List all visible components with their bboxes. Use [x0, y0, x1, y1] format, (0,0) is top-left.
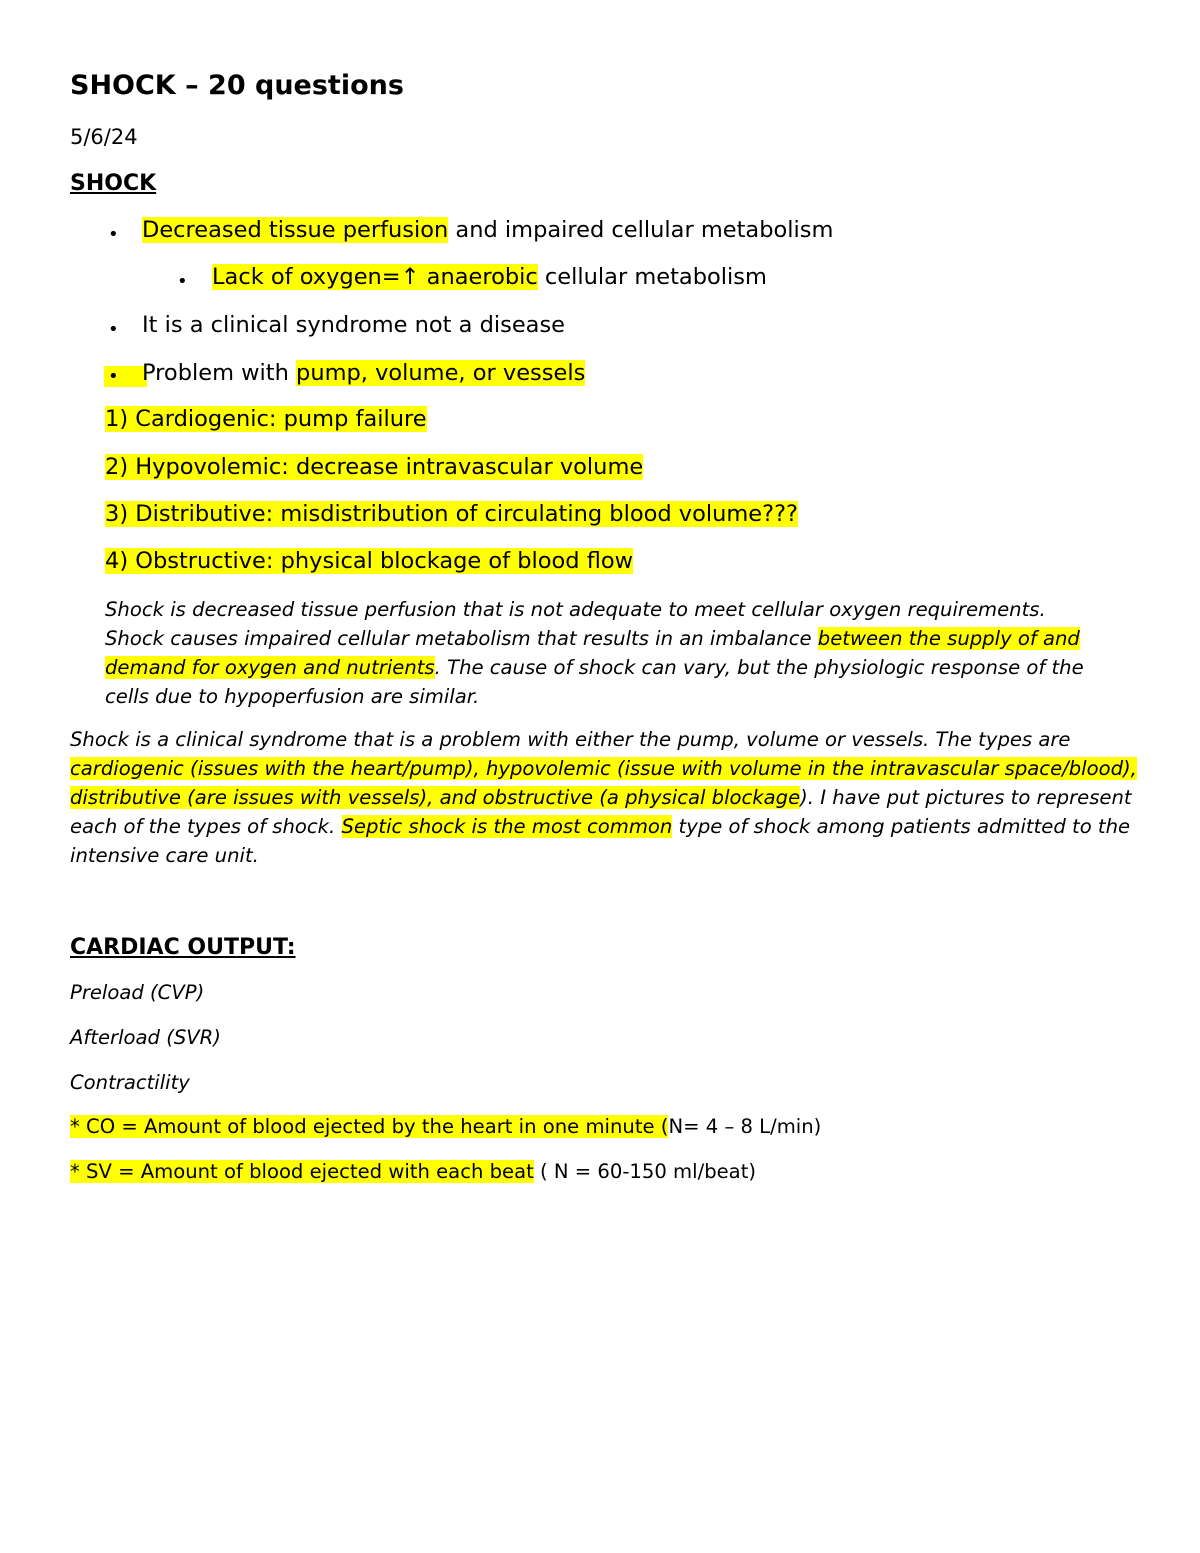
- co-formula: [70, 1115, 821, 1139]
- document-date: 5/6/24: [70, 125, 138, 149]
- paragraph-text: Shock is a clinical syndrome that is a problem with either the pump, volume or vessels. The types are: [70, 728, 1071, 751]
- cardiac-output-heading: CARDIAC OUTPUT:: [70, 935, 296, 960]
- document-title: SHOCK – 20 questions: [70, 70, 404, 101]
- paragraph-text: Shock is decreased tissue perfusion that is not adequate to meet cellular oxygen requirements. Shock causes impaired cellular metabolism that results in an imbalance: [105, 598, 1046, 650]
- highlight-text: pump, volume, or vessels: [296, 360, 586, 386]
- paragraph-text: type of shock among patients admitted to the intensive care unit.: [70, 815, 1131, 867]
- highlight-text: Decreased tissue perfusion: [142, 217, 449, 243]
- highlight-text: 4) Obstructive: physical blockage of blood flow: [105, 548, 634, 574]
- highlight-text: Septic shock is the most common: [341, 815, 673, 838]
- item-contractility: Contractility: [70, 1071, 190, 1094]
- type-cardiogenic: [105, 406, 427, 433]
- type-obstructive: [105, 548, 633, 575]
- bullet-text: cellular metabolism: [537, 264, 767, 290]
- paragraph-text: . The cause of shock can vary, but the physiologic response of the cells due to hypoperfusion are similar.: [105, 656, 1084, 708]
- highlight-text: Lack of oxygen=↑ anaerobic: [212, 264, 538, 290]
- bullet-decreased-perfusion: [142, 217, 833, 244]
- subbullet-lack-of-oxygen: [212, 264, 767, 291]
- type-hypovolemic: [105, 454, 643, 481]
- paragraph-shock-types: [70, 725, 1145, 870]
- highlight-text: 1) Cardiogenic: pump failure: [105, 406, 427, 432]
- highlight-text: 3) Distributive: misdistribution of circulating blood volume???: [105, 501, 798, 527]
- sv-formula: [70, 1160, 756, 1184]
- bullet-icon: •: [108, 224, 119, 245]
- paragraph-text: ). I have put pictures to represent each of the types of shock.: [70, 786, 1132, 838]
- item-afterload: Afterload (SVR): [70, 1026, 221, 1049]
- item-preload: Preload (CVP): [70, 981, 205, 1004]
- bullet-clinical-syndrome: It is a clinical syndrome not a disease: [142, 312, 566, 338]
- bullet-text: and impaired cellular metabolism: [448, 217, 834, 243]
- bullet-icon: •: [177, 271, 188, 292]
- highlight-text: cardiogenic (issues with the heart/pump), hypovolemic (issue with volume in the intravascular space/blood), distributive (are issues with vessels), and obstructive (a physical blockage: [70, 757, 1137, 809]
- bullet-icon: •: [104, 366, 147, 387]
- highlight-text: * CO = Amount of blood ejected by the heart in one minute (: [70, 1115, 669, 1138]
- formula-text: ( N = 60-150 ml/beat): [533, 1160, 757, 1183]
- bullet-problem-with: [142, 360, 585, 387]
- highlight-text: * SV = Amount of blood ejected with each beat: [70, 1160, 534, 1183]
- highlight-text: between the supply of and demand for oxygen and nutrients: [105, 627, 1080, 679]
- bullet-text: Problem with: [142, 360, 297, 386]
- type-distributive: [105, 501, 798, 528]
- formula-text: N= 4 – 8 L/min): [668, 1115, 822, 1138]
- highlight-text: 2) Hypovolemic: decrease intravascular volume: [105, 454, 644, 480]
- bullet-icon: •: [108, 319, 119, 340]
- shock-heading: SHOCK: [70, 171, 157, 196]
- paragraph-shock-definition: [105, 595, 1105, 711]
